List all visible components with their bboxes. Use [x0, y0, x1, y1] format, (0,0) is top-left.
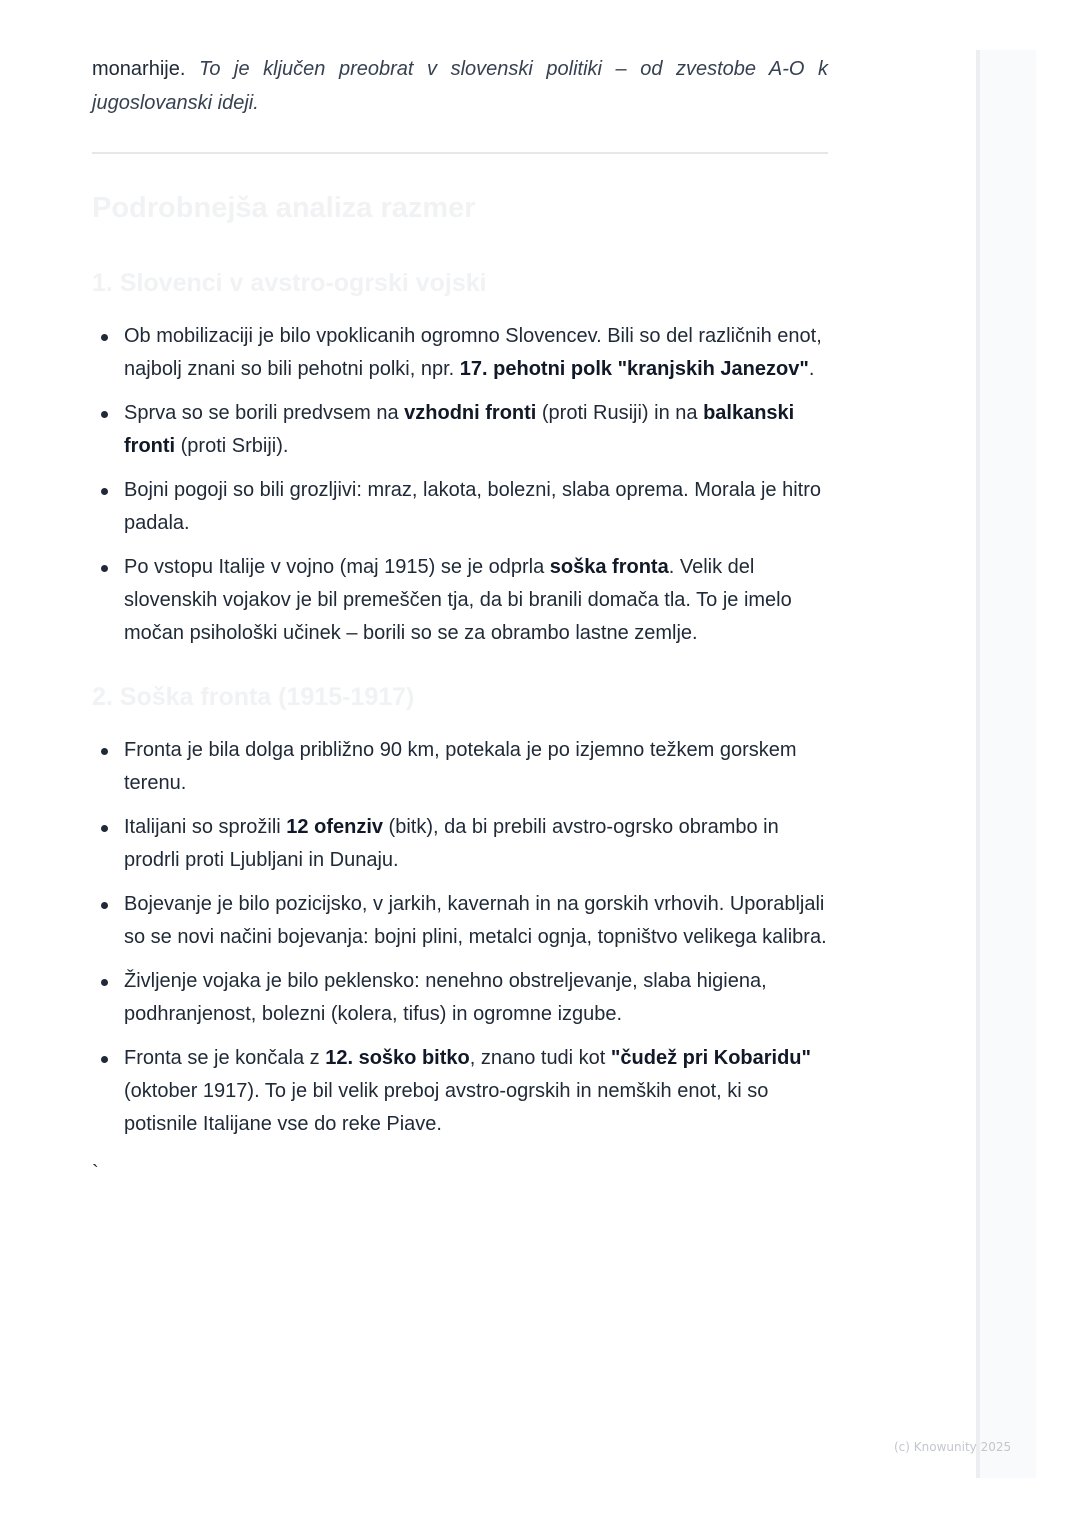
horizontal-divider	[92, 152, 828, 154]
list-item: Italijani so sprožili 12 ofenziv (bitk), da bi prebili avstro-ogrsko obrambo in prodrli proti Ljubljani in Dunaju.	[92, 811, 828, 877]
bullet-list-2	[92, 734, 828, 1141]
section-heading: Podrobnejša analiza razmer	[92, 192, 476, 224]
list-item: Fronta se je končala z 12. soško bitko, znano tudi kot "čudež pri Kobaridu" (oktober 1917). To je bil velik preboj avstro-ogrskih in nemških enot, ki so potisnile Italijane vse do reke Piave.	[92, 1042, 828, 1141]
intro-paragraph	[92, 52, 828, 120]
list-item: Sprva so se borili predvsem na vzhodni fronti (proti Rusiji) in na balkanski fronti (proti Srbiji).	[92, 397, 828, 463]
stray-backtick: `	[92, 1162, 99, 1184]
document-body	[92, 52, 828, 1185]
list-item: Po vstopu Italije v vojno (maj 1915) se je odprla soška fronta. Velik del slovenskih vojakov je bil premeščen tja, da bi branili domača tla. To je imelo močan psihološki učinek – borili so se za obrambo lastne zemlje.	[92, 551, 828, 650]
list-item: Fronta je bila dolga približno 90 km, potekala je po izjemno težkem gorskem terenu.	[92, 734, 828, 800]
side-panel	[976, 50, 1036, 1478]
list-item: Življenje vojaka je bilo peklensko: nenehno obstreljevanje, slaba higiena, podhranjenost, bolezni (kolera, tifus) in ogromne izgube.	[92, 965, 828, 1031]
intro-plain: monarhije.	[92, 58, 186, 80]
intro-italic: To je ključen preobrat v slovenski politiki – od zvestobe A-O k jugoslovanski ideji.	[92, 58, 828, 114]
bullet-list-1	[92, 320, 828, 650]
list-item: Ob mobilizaciji je bilo vpoklicanih ogromno Slovencev. Bili so del različnih enot, najbolj znani so bili pehotni polki, npr. 17. pehotni polk "kranjskih Janezov".	[92, 320, 828, 386]
subsection-heading-1: 1. Slovenci v avstro-ogrski vojski	[92, 269, 487, 297]
list-item: Bojevanje je bilo pozicijsko, v jarkih, kavernah in na gorskih vrhovih. Uporabljali so se novi načini bojevanja: bojni plini, metalci ognja, topništvo velikega kalibra.	[92, 888, 828, 954]
list-item: Bojni pogoji so bili grozljivi: mraz, lakota, bolezni, slaba oprema. Morala je hitro padala.	[92, 474, 828, 540]
copyright-footer: (c) Knowunity 2025	[894, 1440, 1012, 1454]
subsection-heading-2: 2. Soška fronta (1915-1917)	[92, 683, 415, 711]
